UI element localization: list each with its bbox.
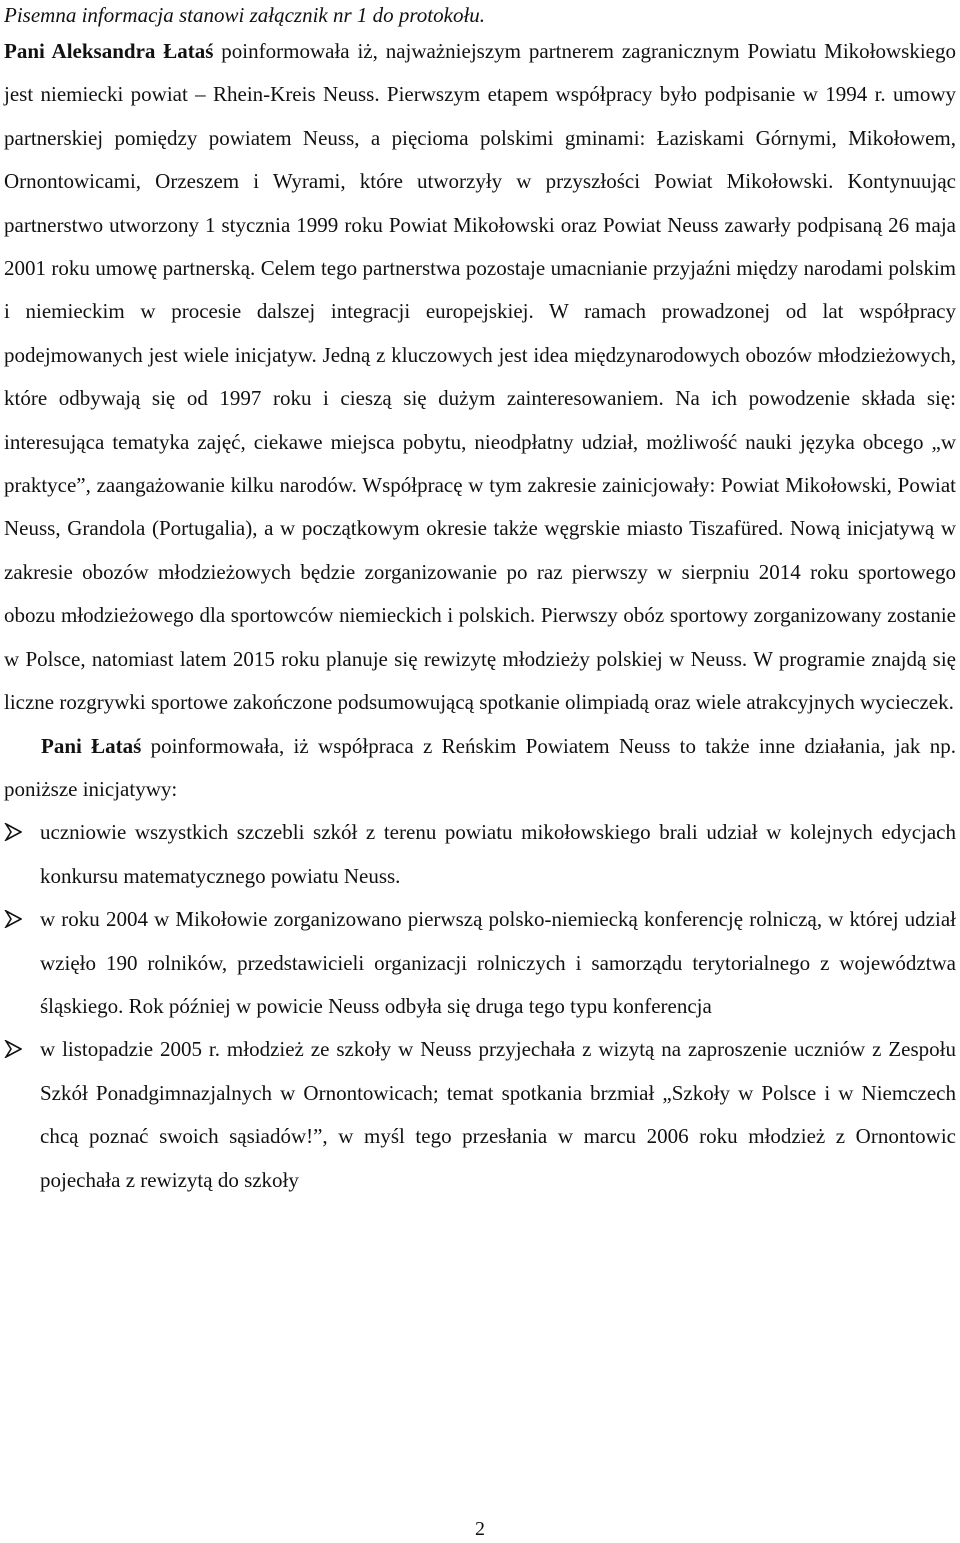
second-paragraph (4, 725, 956, 812)
list-item (4, 1028, 956, 1202)
list-item-text: w listopadzie 2005 r. młodzież ze szkoły w Neuss przyjechała z wizytą na zaproszenie uczniów z Zespołu Szkół Ponadgimnazjalnych w Ornontowicach; temat spotkania brzmiał „Szkoły w Polsce i w Niemczech chcą poznać swoich sąsiadów!”, w myśl tego przesłania w marcu 2006 roku młodzież z Ornontowic pojechała z rewizytą do szkoły (40, 1037, 956, 1192)
protocol-note: Pisemna informacja stanowi załącznik nr 1 do protokołu. (4, 3, 486, 27)
document-page (4, 0, 956, 1202)
arrowhead-bullet-icon (4, 823, 22, 841)
list-item-text: w roku 2004 w Mikołowie zorganizowano pierwszą polsko-niemiecką konferencję rolniczą, w której udział wzięło 190 rolników, przedstawicieli organizacji rolniczych i samorządu terytorialnego z województwa śląskiego. Rok później w powicie Neuss odbyła się druga tego typu konferencja (40, 907, 956, 1018)
page-number: 2 (475, 1518, 485, 1540)
list-item (4, 898, 956, 1028)
second-text: poinformowała, iż współpraca z Reńskim Powiatem Neuss to także inne działania, jak np. poniższe inicjatywy: (4, 733, 956, 801)
arrowhead-bullet-icon (4, 1040, 22, 1058)
intro-paragraph (4, 30, 956, 725)
intro-text: poinformowała iż, najważniejszym partnerem zagranicznym Powiatu Mikołowskiego jest niemiecki powiat – Rhein-Kreis Neuss. Pierwszym etapem współpracy było podpisanie w 1994 r. umowy partnerskiej pomiędzy powiatem Neuss, a pięcioma polskimi gminami: Łaziskami Górnymi, Mikołowem, Ornontowicami, Orzeszem i Wyrami, które utworzyły w przyszłości Powiat Mikołowski. Kontynuując partnerstwo utworzony 1 stycznia 1999 roku Powiat Mikołowski oraz Powiat Neuss zawarły podpisaną 26 maja 2001 roku umowę partnerską. Celem tego partnerstwa pozostaje umacnianie przyjaźni między narodami polskim i niemieckim w procesie dalszej integracji europejskiej. W ramach prowadzonej od lat współpracy podejmowanych jest wiele inicjatyw. Jedną z kluczowych jest idea międzynarodowych obozów młodzieżowych, które odbywają się od 1997 roku i cieszą się dużym zainteresowaniem. Na ich powodzenie składa się: interesująca tematyka zajęć, ciekawe miejsca pobytu, nieodpłatny udział, możliwość nauki języka obcego „w praktyce”, zaangażowanie kilku narodów. Współpracę w tym zakresie zainicjowały: Powiat Mikołowski, Powiat Neuss, Grandola (Portugalia), a w początkowym okresie także węgrskie miasto Tiszafüred. Nową inicjatywą w zakresie obozów młodzieżowych będzie zorganizowanie po raz pierwszy w sierpniu 2014 roku sportowego obozu młodzieżowego dla sportowców niemieckich i polskich. Pierwszy obóz sportowy zorganizowany zostanie w Polsce, natomiast latem 2015 roku planuje się rewizytę młodzieży polskiej w Neuss. W programie znajdą się liczne rozgrywki sportowe zakończone podsumowującą spotkanie olimpiadą oraz wiele atrakcyjnych wycieczek. (4, 39, 956, 715)
list-item-text: uczniowie wszystkich szczebli szkół z terenu powiatu mikołowskiego brali udział w kolejnych edycjach konkursu matematycznego powiatu Neuss. (40, 820, 956, 888)
list-item (4, 811, 956, 898)
initiatives-list (4, 811, 956, 1202)
arrowhead-bullet-icon (4, 910, 22, 928)
intro-speaker: Pani Aleksandra Łataś (4, 39, 214, 63)
second-speaker: Pani Łataś (41, 733, 142, 758)
